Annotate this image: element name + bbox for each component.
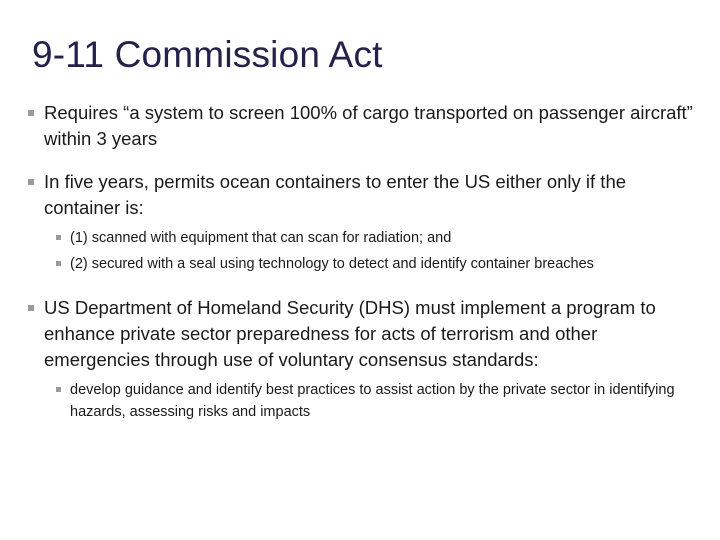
slide-title: 9-11 Commission Act — [32, 34, 383, 75]
sub-bullet-text: develop guidance and identify best practices to assist action by the private sector in identifying hazards, assessing risks and impacts — [70, 382, 675, 420]
square-bullet-icon — [56, 261, 61, 266]
square-bullet-icon — [28, 110, 34, 116]
sub-bullet-list — [28, 379, 698, 423]
sub-bullet-item — [56, 253, 698, 275]
square-bullet-icon — [56, 387, 61, 392]
sub-bullet-text: (2) secured with a seal using technology to detect and identify container breaches — [70, 256, 594, 272]
bullet-item — [28, 169, 698, 221]
bullet-text: Requires “a system to screen 100% of cargo transported on passenger aircraft” within 3 years — [44, 102, 693, 149]
sub-bullet-item — [56, 379, 698, 423]
square-bullet-icon — [56, 235, 61, 240]
bullet-text: In five years, permits ocean containers to enter the US either only if the container is: — [44, 171, 627, 218]
sub-bullet-text: (1) scanned with equipment that can scan for radiation; and — [70, 230, 452, 246]
bullet-item — [28, 100, 698, 152]
square-bullet-icon — [28, 179, 34, 185]
sub-bullet-item — [56, 227, 698, 249]
bullet-list — [28, 100, 698, 443]
square-bullet-icon — [28, 305, 34, 311]
sub-bullet-list — [28, 227, 698, 275]
bullet-text: US Department of Homeland Security (DHS) must implement a program to enhance private sector preparedness for acts of terrorism and other emergencies through use of voluntary consensus standards: — [44, 297, 656, 370]
bullet-item — [28, 295, 698, 373]
